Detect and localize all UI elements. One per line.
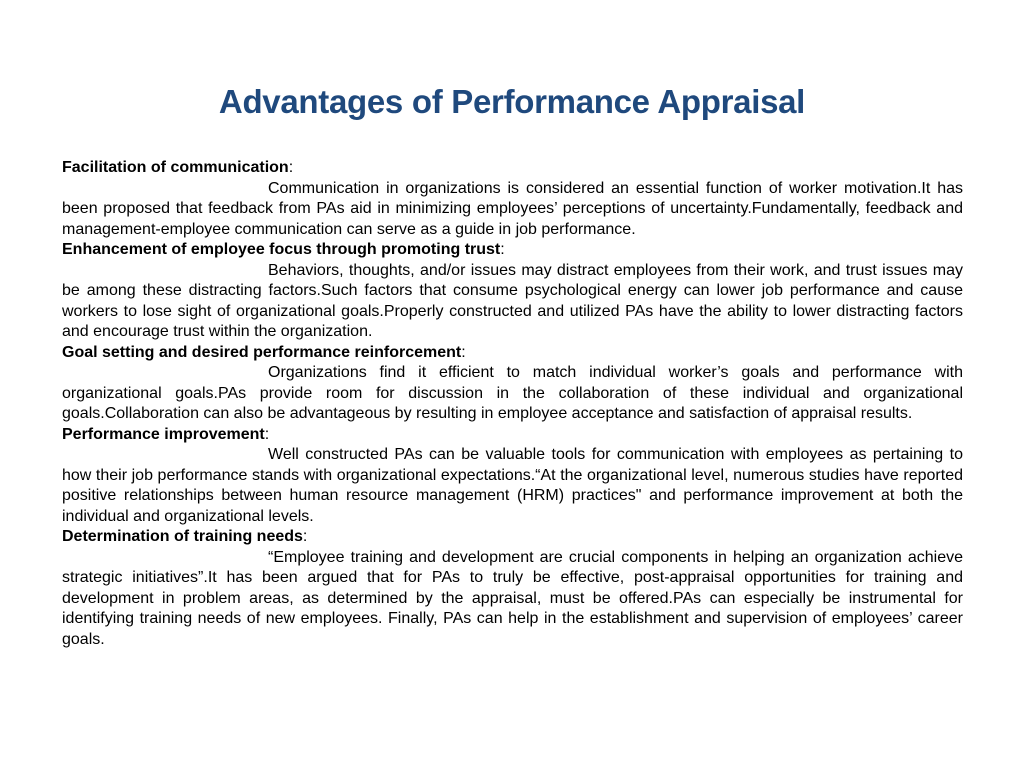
heading-colon: : [461, 343, 466, 361]
section-heading-text: Goal setting and desired performance reinforcement [62, 343, 462, 361]
section-text: Organizations find it efficient to match individual worker’s goals and performance with organizational goals.PAs provide room for discussion in the collaboration of these individual and organizational goals.Collaboration can also be advantageous by resulting in employee acceptance and satisfaction of appraisal results. [62, 364, 963, 422]
heading-colon: : [302, 528, 308, 545]
section-text: Communication in organizations is considered an essential function of worker motivation.It has been proposed that feedback from PAs aid in minimizing employees’ perceptions of uncertainty.Fundamentally, feedback and management-employee communication can serve as a guide in job performance. [62, 179, 963, 238]
section-text: Behaviors, thoughts, and/or issues may distract employees from their work, and trust issues may be among these distracting factors.Such factors that consume psychological energy can lower job performance and cause workers to lose sight of organizational goals.Properly constructed and utilized PAs have the ability to lower distracting factors and encourage trust within the organization. [62, 261, 963, 340]
section-performance-improvement [62, 425, 963, 528]
section-trust [62, 240, 963, 343]
section-text: “Employee training and development are crucial components in helping an organization achieve strategic initiatives”.It has been argued that for PAs to truly be effective, post-appraisal opportunities for training and development in problem areas, as determined by the appraisal, must be offered.PAs can especially be instrumental for identifying training needs of new employees. Finally, PAs can help in the establishment and supervision of employees’ career goals. [62, 548, 963, 648]
slide-title: Advantages of Performance Appraisal [218, 83, 806, 121]
section-heading-text: Performance improvement [62, 425, 265, 443]
section-communication [62, 158, 963, 240]
section-heading [62, 425, 963, 446]
section-training-needs [62, 527, 963, 650]
section-heading [62, 343, 963, 364]
section-heading-text: Enhancement of employee focus through promoting trust [62, 241, 501, 258]
section-text: Well constructed PAs can be valuable tools for communication with employees as pertaining to how their job performance stands with organizational expectations.“At the organizational level, numerous studies have reported positive relationships between human resource management (HRM) practices" and performance improvement at both the individual and organizational levels. [62, 446, 963, 525]
heading-colon: : [264, 425, 270, 443]
section-goal-setting [62, 343, 963, 425]
heading-colon: : [288, 159, 294, 176]
heading-colon: : [500, 241, 505, 258]
section-heading [62, 240, 963, 261]
section-heading-text: Determination of training needs [62, 528, 303, 545]
slide-body [62, 158, 963, 650]
section-heading [62, 527, 963, 548]
section-heading-text: Facilitation of communication [62, 159, 289, 176]
section-heading [62, 158, 963, 179]
